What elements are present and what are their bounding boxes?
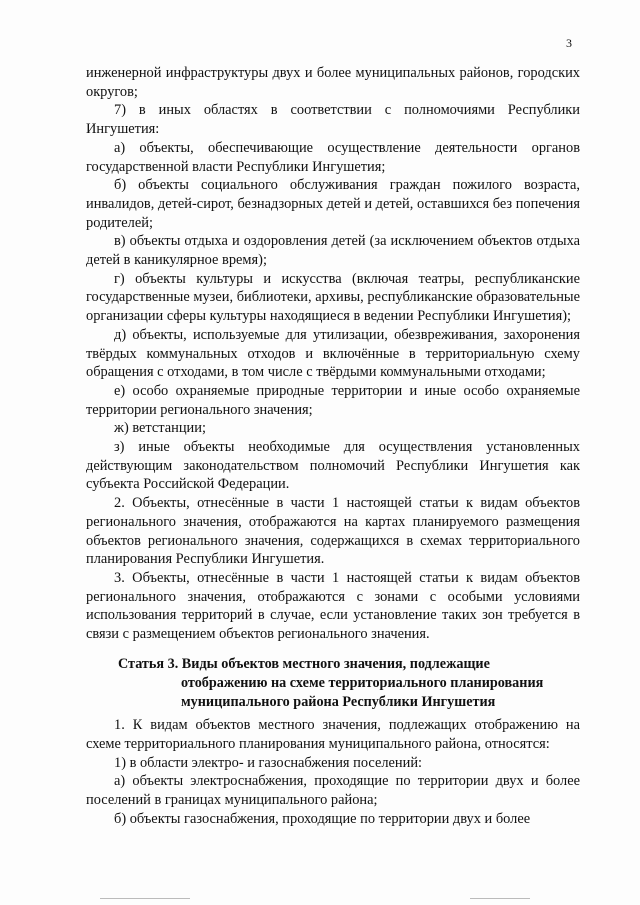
body-text-bottom bbox=[86, 716, 580, 829]
paragraph: а) объекты, обеспечивающие осуществление деятельности органов государственной власти Республики Ингушетия; bbox=[86, 139, 580, 175]
paragraph: инженерной инфраструктуры двух и более муниципальных районов, городских округов; bbox=[86, 65, 580, 100]
paragraph: б) объекты социального обслуживания граждан пожилого возраста, инвалидов, детей-сирот, безнадзорных детей и детей, оставшихся без попечения родителей; bbox=[86, 177, 580, 231]
paragraph: ж) ветстанции; bbox=[114, 420, 206, 437]
article-heading bbox=[86, 655, 580, 711]
paragraph: 1. К видам объектов местного значения, подлежащих отображению на схеме территориального планирования муниципального района, относятся: bbox=[86, 717, 580, 752]
paragraph: в) объекты отдыха и оздоровления детей (за исключением объектов отдыха детей в каникулярное время); bbox=[86, 233, 580, 269]
paragraph: 7) в иных областях в соответствии с полномочиями Республики Ингушетия: bbox=[86, 102, 580, 138]
paragraph: б) объекты газоснабжения, проходящие по территории двух и более bbox=[114, 810, 531, 827]
paragraph: 1) в области электро- и газоснабжения поселений: bbox=[114, 754, 423, 771]
body-text-top bbox=[86, 64, 580, 644]
page-number: 3 bbox=[566, 36, 572, 50]
scan-artifact-line bbox=[470, 898, 530, 899]
paragraph: а) объекты электроснабжения, проходящие по территории двух и более поселений в границах муниципального района; bbox=[86, 773, 580, 809]
article-heading-line: муниципального района Республики Ингушетия bbox=[181, 693, 496, 710]
paragraph: д) объекты, используемые для утилизации, обезвреживания, захоронения твёрдых коммунальных отходов и включённые в территориальную схему обращения с отходами, в том числе с твёрдыми коммунальными отходами; bbox=[86, 326, 580, 381]
paragraph: з) иные объекты необходимые для осуществления установленных действующим законодательством полномочий Республики Ингушетия как субъекта Российской Федерации. bbox=[86, 439, 580, 493]
article-heading-line: отображению на схеме территориального планирования bbox=[181, 674, 544, 691]
scan-artifact-line bbox=[100, 898, 190, 899]
article-heading-line: Статья 3. Виды объектов местного значения, подлежащие bbox=[118, 656, 490, 672]
paragraph: 2. Объекты, отнесённые в части 1 настоящей статьи к видам объектов регионального значения, отображаются на картах планируемого размещения объектов регионального значения, содержащихся в схемах территориального планирования Республики Ингушетия. bbox=[86, 495, 580, 568]
paragraph: 3. Объекты, отнесённые в части 1 настоящей статьи к видам объектов регионального значения, отображаются с зонами с особыми условиями использования территорий в случае, если установление таких зон требуется в связи с размещением объектов регионального значения. bbox=[86, 569, 580, 643]
paragraph: е) особо охраняемые природные территории и иные особо охраняемые территории регионального значения; bbox=[86, 382, 580, 418]
paragraph: г) объекты культуры и искусства (включая театры, республиканские государственные музеи, библиотеки, архивы, республиканские образовательные организации сферы культуры находящиеся в ведении Республики Ингушетия); bbox=[86, 270, 580, 325]
